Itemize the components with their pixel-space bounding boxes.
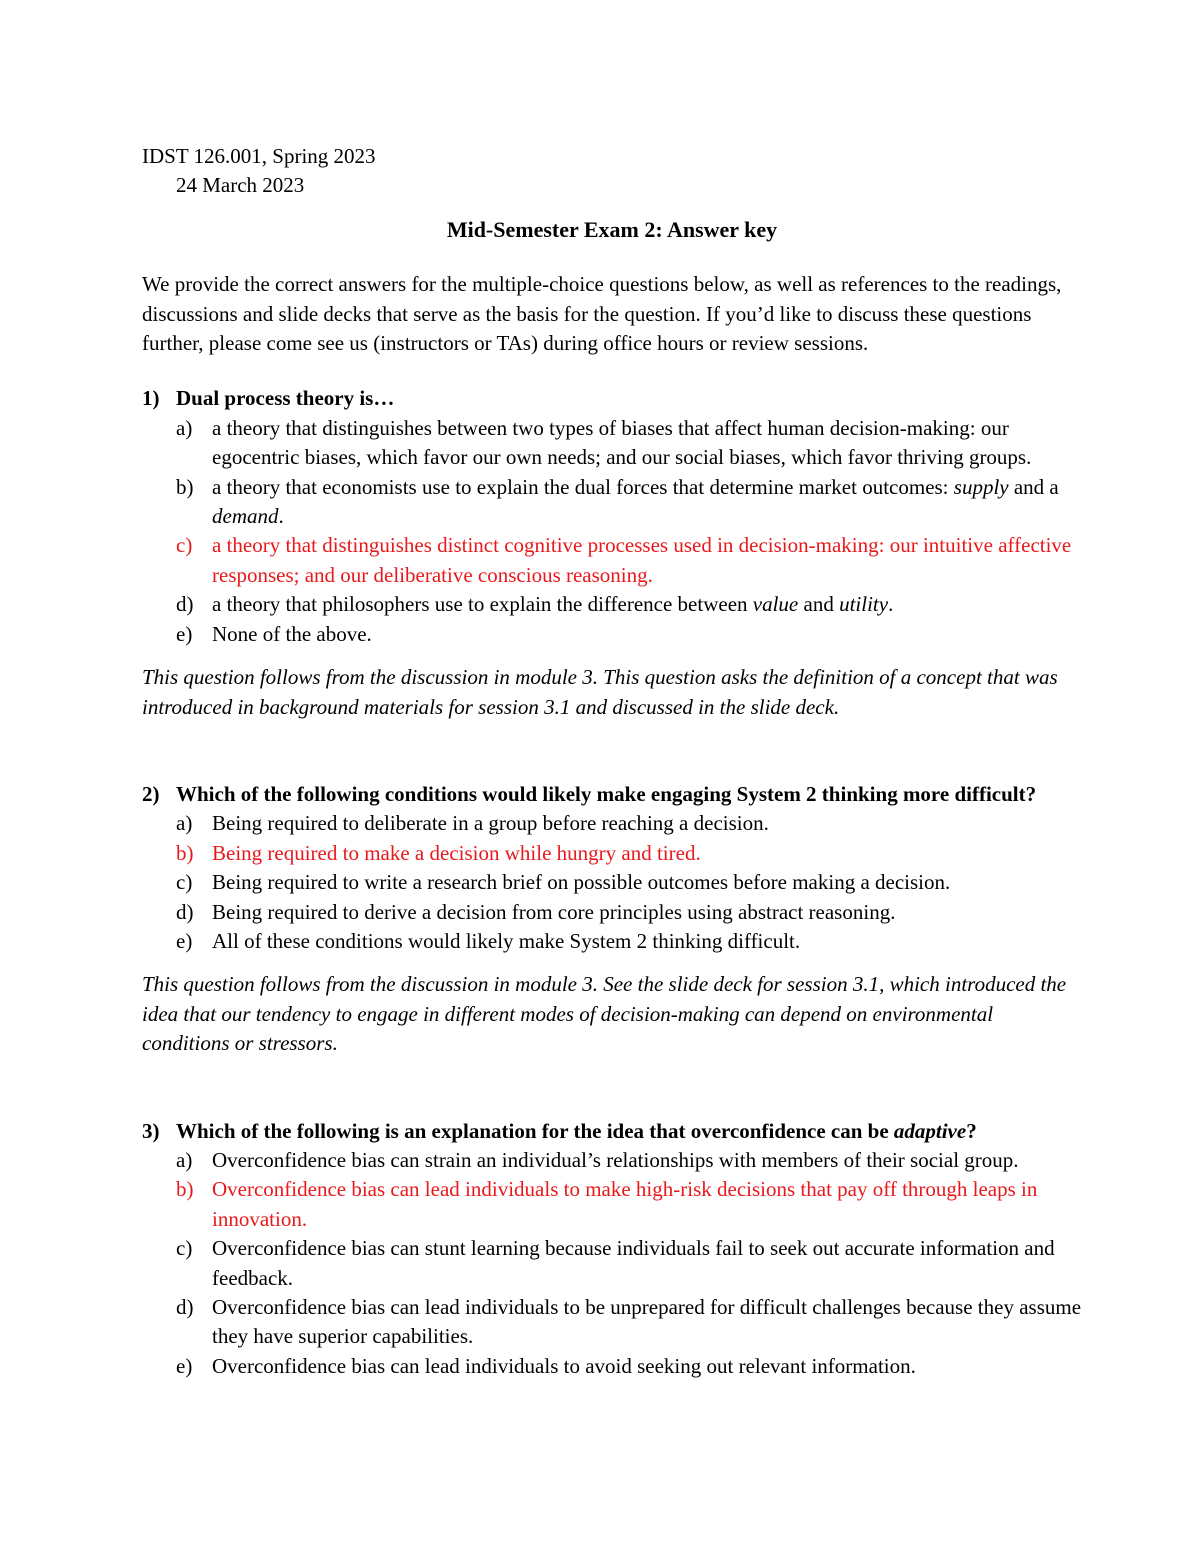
question-prompt [176, 1117, 1082, 1146]
spacer [142, 1059, 1082, 1117]
option-c [176, 1234, 1082, 1293]
option-letter: a) [176, 415, 193, 440]
option-letter: e) [176, 1353, 193, 1378]
option-a [176, 1146, 1082, 1175]
option-text-part: and a [1008, 474, 1059, 499]
document-page [142, 142, 1082, 1381]
question-number: 2) [142, 781, 160, 806]
option-letter: e) [176, 621, 193, 646]
option-text-part: . [278, 504, 284, 529]
option-list [142, 809, 1082, 956]
option-letter: d) [176, 592, 194, 617]
option-list [142, 414, 1082, 649]
option-text: Being required to deliberate in a group before reaching a decision. [212, 811, 769, 836]
option-b-correct [176, 839, 1082, 868]
option-text [212, 590, 1082, 619]
question-number: 1) [142, 386, 160, 411]
option-text-part: and [798, 592, 840, 617]
option-d [176, 1293, 1082, 1352]
option-text: Being required to make a decision while hungry and tired. [212, 840, 701, 865]
emphasis-term: utility [839, 592, 889, 617]
emphasis-term: demand [212, 504, 279, 529]
option-letter: e) [176, 928, 193, 953]
question-2 [142, 780, 1082, 1059]
prompt-part: ? [966, 1118, 977, 1143]
emphasis-term: supply [953, 474, 1009, 499]
option-text: Being required to write a research brief on possible outcomes before making a decision. [212, 870, 951, 895]
option-text: Being required to derive a decision from core principles using abstract reasoning. [212, 899, 896, 924]
option-letter: b) [176, 1177, 194, 1202]
option-e [176, 927, 1082, 956]
intro-paragraph: We provide the correct answers for the multiple-choice questions below, as well as references to the readings, discussions and slide decks that serve as the basis for the question. If you’d like to discuss these questions further, please come see us (instructors or TAs) during office hours or review sessions. [142, 272, 1062, 356]
option-letter: a) [176, 1147, 193, 1172]
question-header [142, 780, 1082, 809]
course-line: IDST 126.001, Spring 2023 [142, 144, 376, 168]
question-prompt: Dual process theory is… [176, 386, 395, 411]
option-letter: c) [176, 870, 193, 895]
option-letter: b) [176, 474, 194, 499]
explanation-note: This question follows from the discussion in module 3. See the slide deck for session 3.1, which introduced the idea that our tendency to engage in different modes of decision-making can depend on environmental conditions or stressors. [142, 972, 1067, 1056]
question-prompt: Which of the following conditions would likely make engaging System 2 thinking more difficult? [176, 781, 1037, 806]
option-e [176, 1352, 1082, 1381]
option-e [176, 620, 1082, 649]
option-text: All of these conditions would likely make System 2 thinking difficult. [212, 928, 801, 953]
option-text-part: a theory that philosophers use to explain the difference between [212, 592, 753, 617]
option-b-correct [176, 1175, 1082, 1234]
explanation-note: This question follows from the discussion in module 3. This question asks the definition of a concept that was introduced in background materials for session 3.1 and discussed in the slide deck. [142, 665, 1058, 719]
option-text: a theory that distinguishes between two types of biases that affect human decision-making: our egocentric biases, which favor our own needs; and our social biases, which favor thriving groups. [212, 415, 1032, 470]
option-text: Overconfidence bias can lead individuals to make high-risk decisions that pay off through leaps in innovation. [212, 1177, 1038, 1231]
option-a [176, 809, 1082, 838]
option-d [176, 898, 1082, 927]
option-letter: b) [176, 840, 194, 865]
option-text: Overconfidence bias can lead individuals to be unprepared for difficult challenges because they assume they have superior capabilities. [212, 1295, 1082, 1349]
prompt-part: Which of the following is an explanation for the idea that overconfidence can be [176, 1118, 894, 1143]
emphasis-term: value [752, 592, 799, 617]
option-text-part: . [888, 592, 894, 617]
option-letter: a) [176, 811, 193, 836]
option-letter: d) [176, 1295, 194, 1319]
question-3 [142, 1117, 1082, 1382]
option-text: None of the above. [212, 621, 372, 646]
option-c-correct [176, 531, 1082, 590]
option-text: Overconfidence bias can strain an individual’s relationships with members of their social group. [212, 1147, 1019, 1172]
option-text: Overconfidence bias can stunt learning because individuals fail to seek out accurate information and feedback. [212, 1236, 1055, 1290]
option-c [176, 868, 1082, 897]
option-letter: c) [176, 533, 193, 558]
question-header [142, 1117, 1082, 1146]
option-letter: d) [176, 899, 194, 924]
option-a [176, 414, 1082, 473]
option-letter: c) [176, 1236, 193, 1261]
date-line: 24 March 2023 [176, 173, 305, 198]
option-d [176, 590, 1082, 619]
spacer [142, 722, 1082, 780]
option-text: a theory that distinguishes distinct cognitive processes used in decision-making: our intuitive affective responses; and our deliberative conscious reasoning. [212, 533, 1072, 587]
question-number: 3) [142, 1118, 160, 1143]
document-title: Mid-Semester Exam 2: Answer key [446, 216, 778, 242]
option-b [176, 473, 1082, 532]
option-text [212, 473, 1082, 532]
option-text-part: a theory that economists use to explain the dual forces that determine market outcomes: [212, 474, 954, 499]
option-text: Overconfidence bias can lead individuals to avoid seeking out relevant information. [212, 1353, 916, 1378]
question-1 [142, 384, 1082, 721]
option-list [142, 1146, 1082, 1381]
question-header [142, 384, 1082, 413]
emphasis-term: adaptive [893, 1118, 967, 1143]
